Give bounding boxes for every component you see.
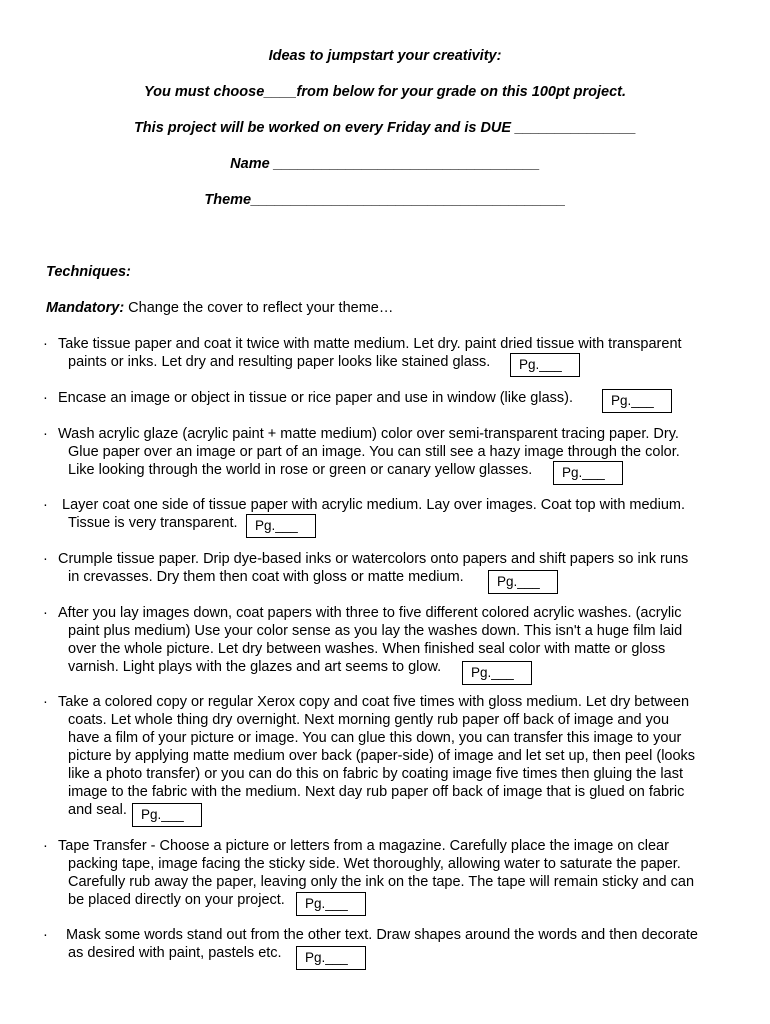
page-number-box: Pg.___ (602, 389, 672, 413)
page-number-box: Pg.___ (132, 803, 202, 827)
item-line: varnish. Light plays with the glazes and art seems to glow. (68, 659, 442, 675)
bullet-mark: · (43, 426, 48, 442)
item-line: packing tape, image facing the sticky side. Wet thoroughly, allowing water to saturate the paper. (68, 856, 681, 872)
item-line: Glue paper over an image or part of an image. You can still see a hazy image through the color. (68, 444, 680, 460)
item-line: in crevasses. Dry them then coat with gloss or matte medium. (68, 569, 464, 585)
item-line: have a film of your picture or image. You can glue this down, you can transfer this image to your (68, 730, 682, 746)
item-line: Carefully rub away the paper, leaving only the ink on the tape. The tape will remain sticky and can (68, 874, 695, 890)
bullet-mark: · (43, 694, 48, 710)
name-line: Name _________________________________ (230, 156, 540, 172)
item-line: and seal. (68, 802, 127, 818)
item-line: Take tissue paper and coat it twice with matte medium. Let dry. paint dried tissue with transparent (58, 336, 682, 352)
item-line: Tape Transfer - Choose a picture or letters from a magazine. Carefully place the image on clear (58, 838, 669, 854)
item-line: Layer coat one side of tissue paper with acrylic medium. Lay over images. Coat top with medium. (58, 497, 686, 513)
item-line: over the whole picture. Let dry between washes. When finished seal color with matte or gloss (68, 641, 666, 657)
choose-count-line: You must choose____from below for your grade on this 100pt project. (143, 84, 627, 100)
item-line: Wash acrylic glaze (acrylic paint + matte medium) color over semi-transparent tracing paper. Dry. (58, 426, 679, 442)
item-line: Tissue is very transparent. (68, 515, 238, 531)
item-line: After you lay images down, coat papers with three to five different colored acrylic washes. (acrylic (58, 605, 682, 621)
page-number-box: Pg.___ (296, 892, 366, 916)
item-line: image to the fabric with the medium. Next day rub paper off back of image that is glued on fabric (68, 784, 685, 800)
bullet-mark: · (43, 390, 48, 406)
mandatory-text: Change the cover to reflect your theme… (124, 300, 394, 316)
item-line: coats. Let whole thing dry overnight. Next morning gently rub paper off back of image and you (68, 712, 670, 728)
page-number-box: Pg.___ (553, 461, 623, 485)
mandatory-label: Mandatory: (46, 300, 125, 316)
bullet-mark: · (43, 551, 48, 567)
item-line: picture by applying matte medium over back (paper-side) of image and let set up, then peel (looks (68, 748, 696, 764)
item-line: Like looking through the world in rose or green or canary yellow glasses. (68, 462, 533, 478)
item-line: be placed directly on your project. (68, 892, 285, 908)
page-number-box: Pg.___ (488, 570, 558, 594)
bullet-mark: · (43, 336, 48, 352)
bullet-mark: · (43, 838, 48, 854)
item-line: paint plus medium) Use your color sense as you lay the washes down. This isn't a huge film laid (68, 623, 683, 639)
item-line: paints or inks. Let dry and resulting paper looks like stained glass. (68, 354, 491, 370)
techniques-heading: Techniques: (46, 264, 131, 280)
item-line: like a photo transfer) or you can do this on fabric by coating image five times then gluing the last (68, 766, 683, 782)
bullet-mark: · (43, 927, 48, 943)
page-number-box: Pg.___ (510, 353, 580, 377)
item-line: as desired with paint, pastels etc. (68, 945, 282, 961)
due-date-line: This project will be worked on every Friday and is DUE _______________ (133, 120, 637, 136)
page-number-box: Pg.___ (296, 946, 366, 970)
bullet-mark: · (43, 497, 48, 513)
page-title: Ideas to jumpstart your creativity: (268, 48, 502, 64)
theme-line: Theme_______________________________________ (204, 192, 566, 208)
page-number-box: Pg.___ (462, 661, 532, 685)
item-line: Encase an image or object in tissue or rice paper and use in window (like glass). (58, 390, 574, 406)
item-line: Take a colored copy or regular Xerox copy and coat five times with gloss medium. Let dry between (58, 694, 690, 710)
page-number-box: Pg.___ (246, 514, 316, 538)
bullet-mark: · (43, 605, 48, 621)
item-line: Crumple tissue paper. Drip dye-based inks or watercolors onto papers and shift papers so ink runs (58, 551, 689, 567)
item-line: Mask some words stand out from the other text. Draw shapes around the words and then decorate (58, 927, 698, 943)
mandatory-line (46, 299, 393, 317)
